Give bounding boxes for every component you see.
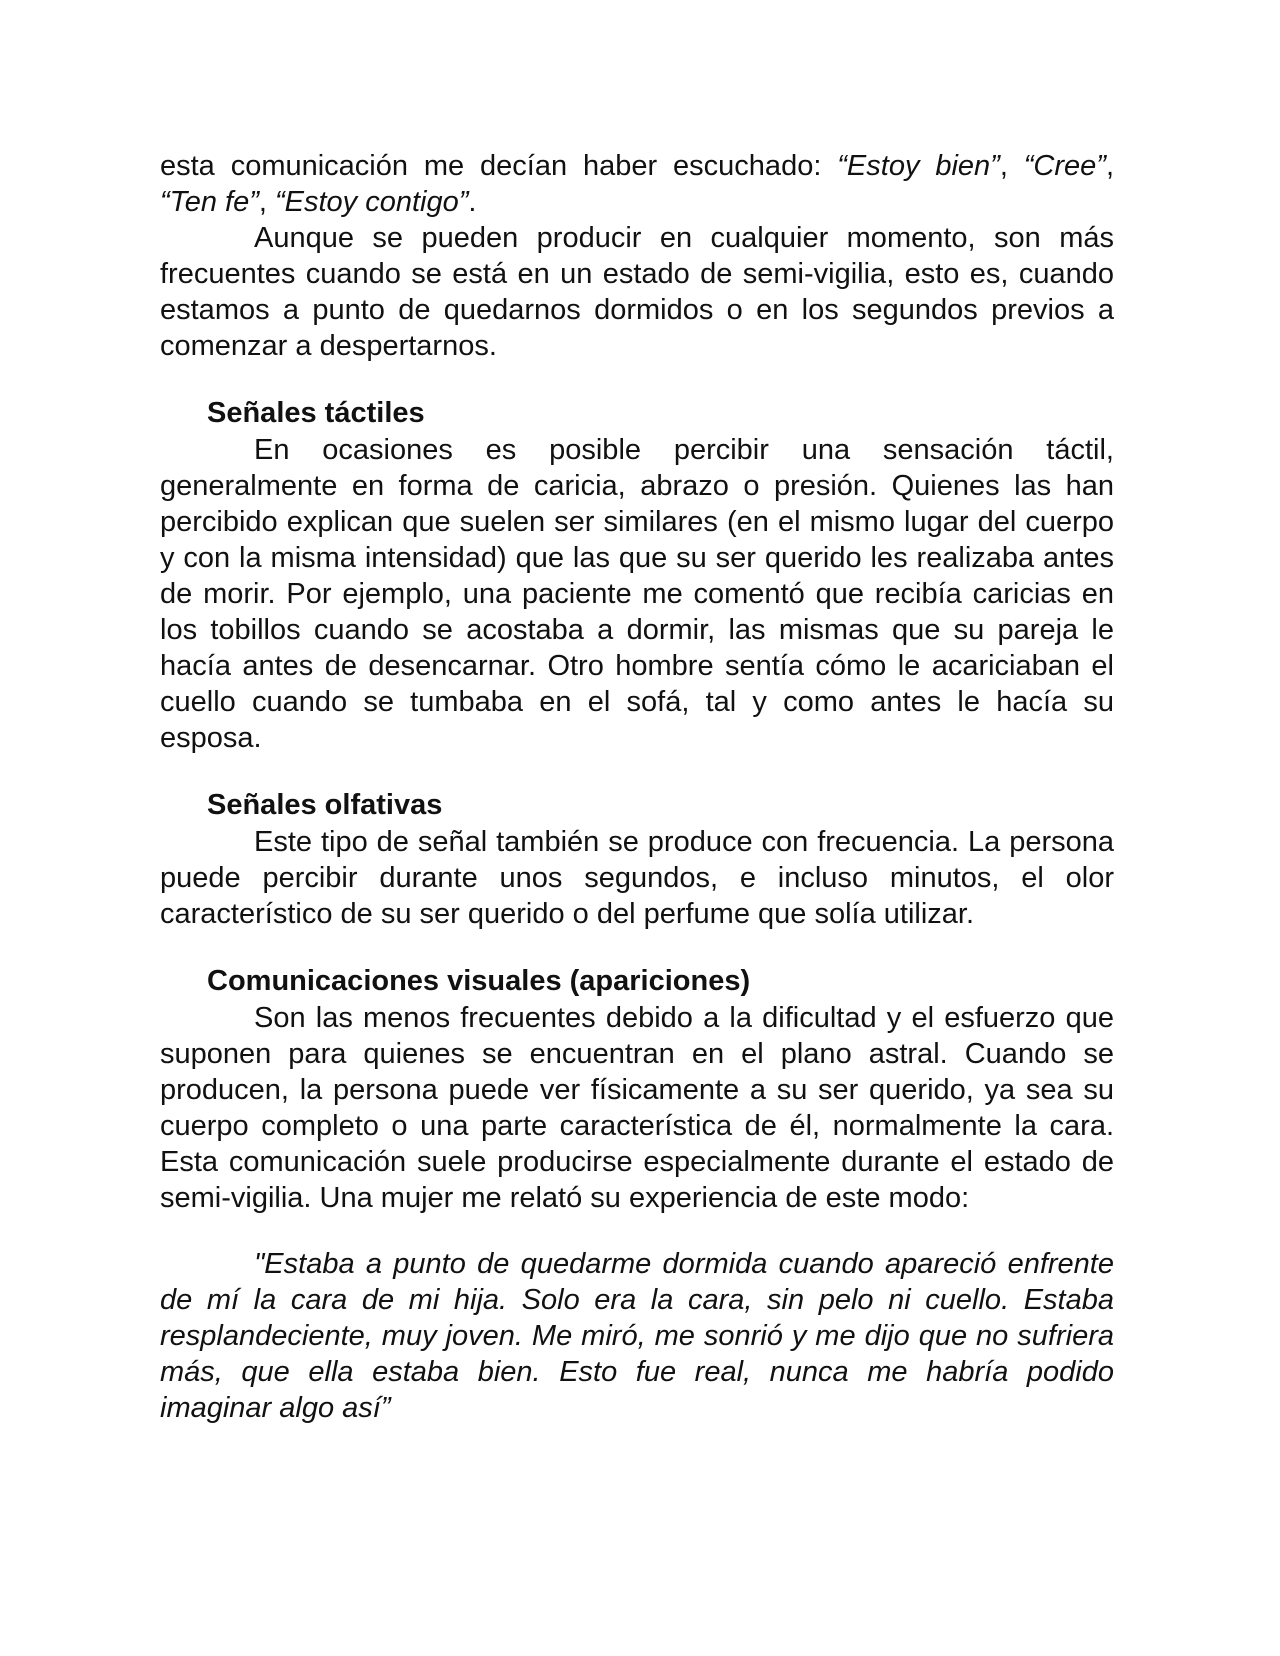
intro-lead: esta comunicación me decían haber escuchado: xyxy=(160,150,838,182)
semivigilia-paragraph: Aunque se pueden producir en cualquier momento, son más frecuentes cuando se está en un estado de semi-vigilia, esto es, cuando estamos a punto de quedarnos dormidos o en los segundos previos a comenzar a despertarnos. xyxy=(160,222,1114,362)
heading-senales-tactiles: Señales táctiles xyxy=(207,397,425,429)
heading-comunicaciones-visuales: Comunicaciones visuales (apariciones) xyxy=(207,965,751,997)
quote-cree: “Cree” xyxy=(1023,150,1106,182)
quote-ten-fe: “Ten fe” xyxy=(160,186,259,218)
intro-paragraph: esta comunicación me decían haber escuchado: “Estoy bien”, “Cree”, “Ten fe”, “Estoy contigo”. xyxy=(160,150,1114,218)
quote-estoy-bien: “Estoy bien” xyxy=(837,150,1000,182)
testimony-quote: "Estaba a punto de quedarme dormida cuando apareció enfrente de mí la cara de mi hija. Solo era la cara, sin pelo ni cuello. Estaba resplandeciente, muy joven. Me miró, me sonrió y me dijo que no sufriera más, que ella estaba bien. Esto fue real, nunca me habría podido imaginar algo así” xyxy=(160,1248,1114,1424)
body-senales-olfativas: Este tipo de señal también se produce con frecuencia. La persona puede percibir durante unos segundos, e incluso minutos, el olor característico de su ser querido o del perfume que solía utilizar. xyxy=(160,826,1114,930)
quote-estoy-contigo: “Estoy contigo” xyxy=(275,186,469,218)
document-page xyxy=(160,148,1114,1426)
body-comunicaciones-visuales: Son las menos frecuentes debido a la dificultad y el esfuerzo que suponen para quienes se encuentran en el plano astral. Cuando se producen, la persona puede ver físicamente a su ser querido, ya sea su cuerpo completo o una parte característica de él, normalmente la cara. Esta comunicación suele producirse especialmente durante el estado de semi-vigilia. Una mujer me relató su experiencia de este modo: xyxy=(160,1002,1114,1214)
body-senales-tactiles: En ocasiones es posible percibir una sensación táctil, generalmente en forma de caricia, abrazo o presión. Quienes las han percibido explican que suelen ser similares (en el mismo lugar del cuerpo y con la misma intensidad) que las que su ser querido les realizaba antes de morir. Por ejemplo, una paciente me comentó que recibía caricias en los tobillos cuando se acostaba a dormir, las mismas que su pareja le hacía antes de desencarnar. Otro hombre sentía cómo le acariciaban el cuello cuando se tumbaba en el sofá, tal y como antes le hacía su esposa. xyxy=(160,434,1114,754)
heading-senales-olfativas: Señales olfativas xyxy=(207,789,443,821)
